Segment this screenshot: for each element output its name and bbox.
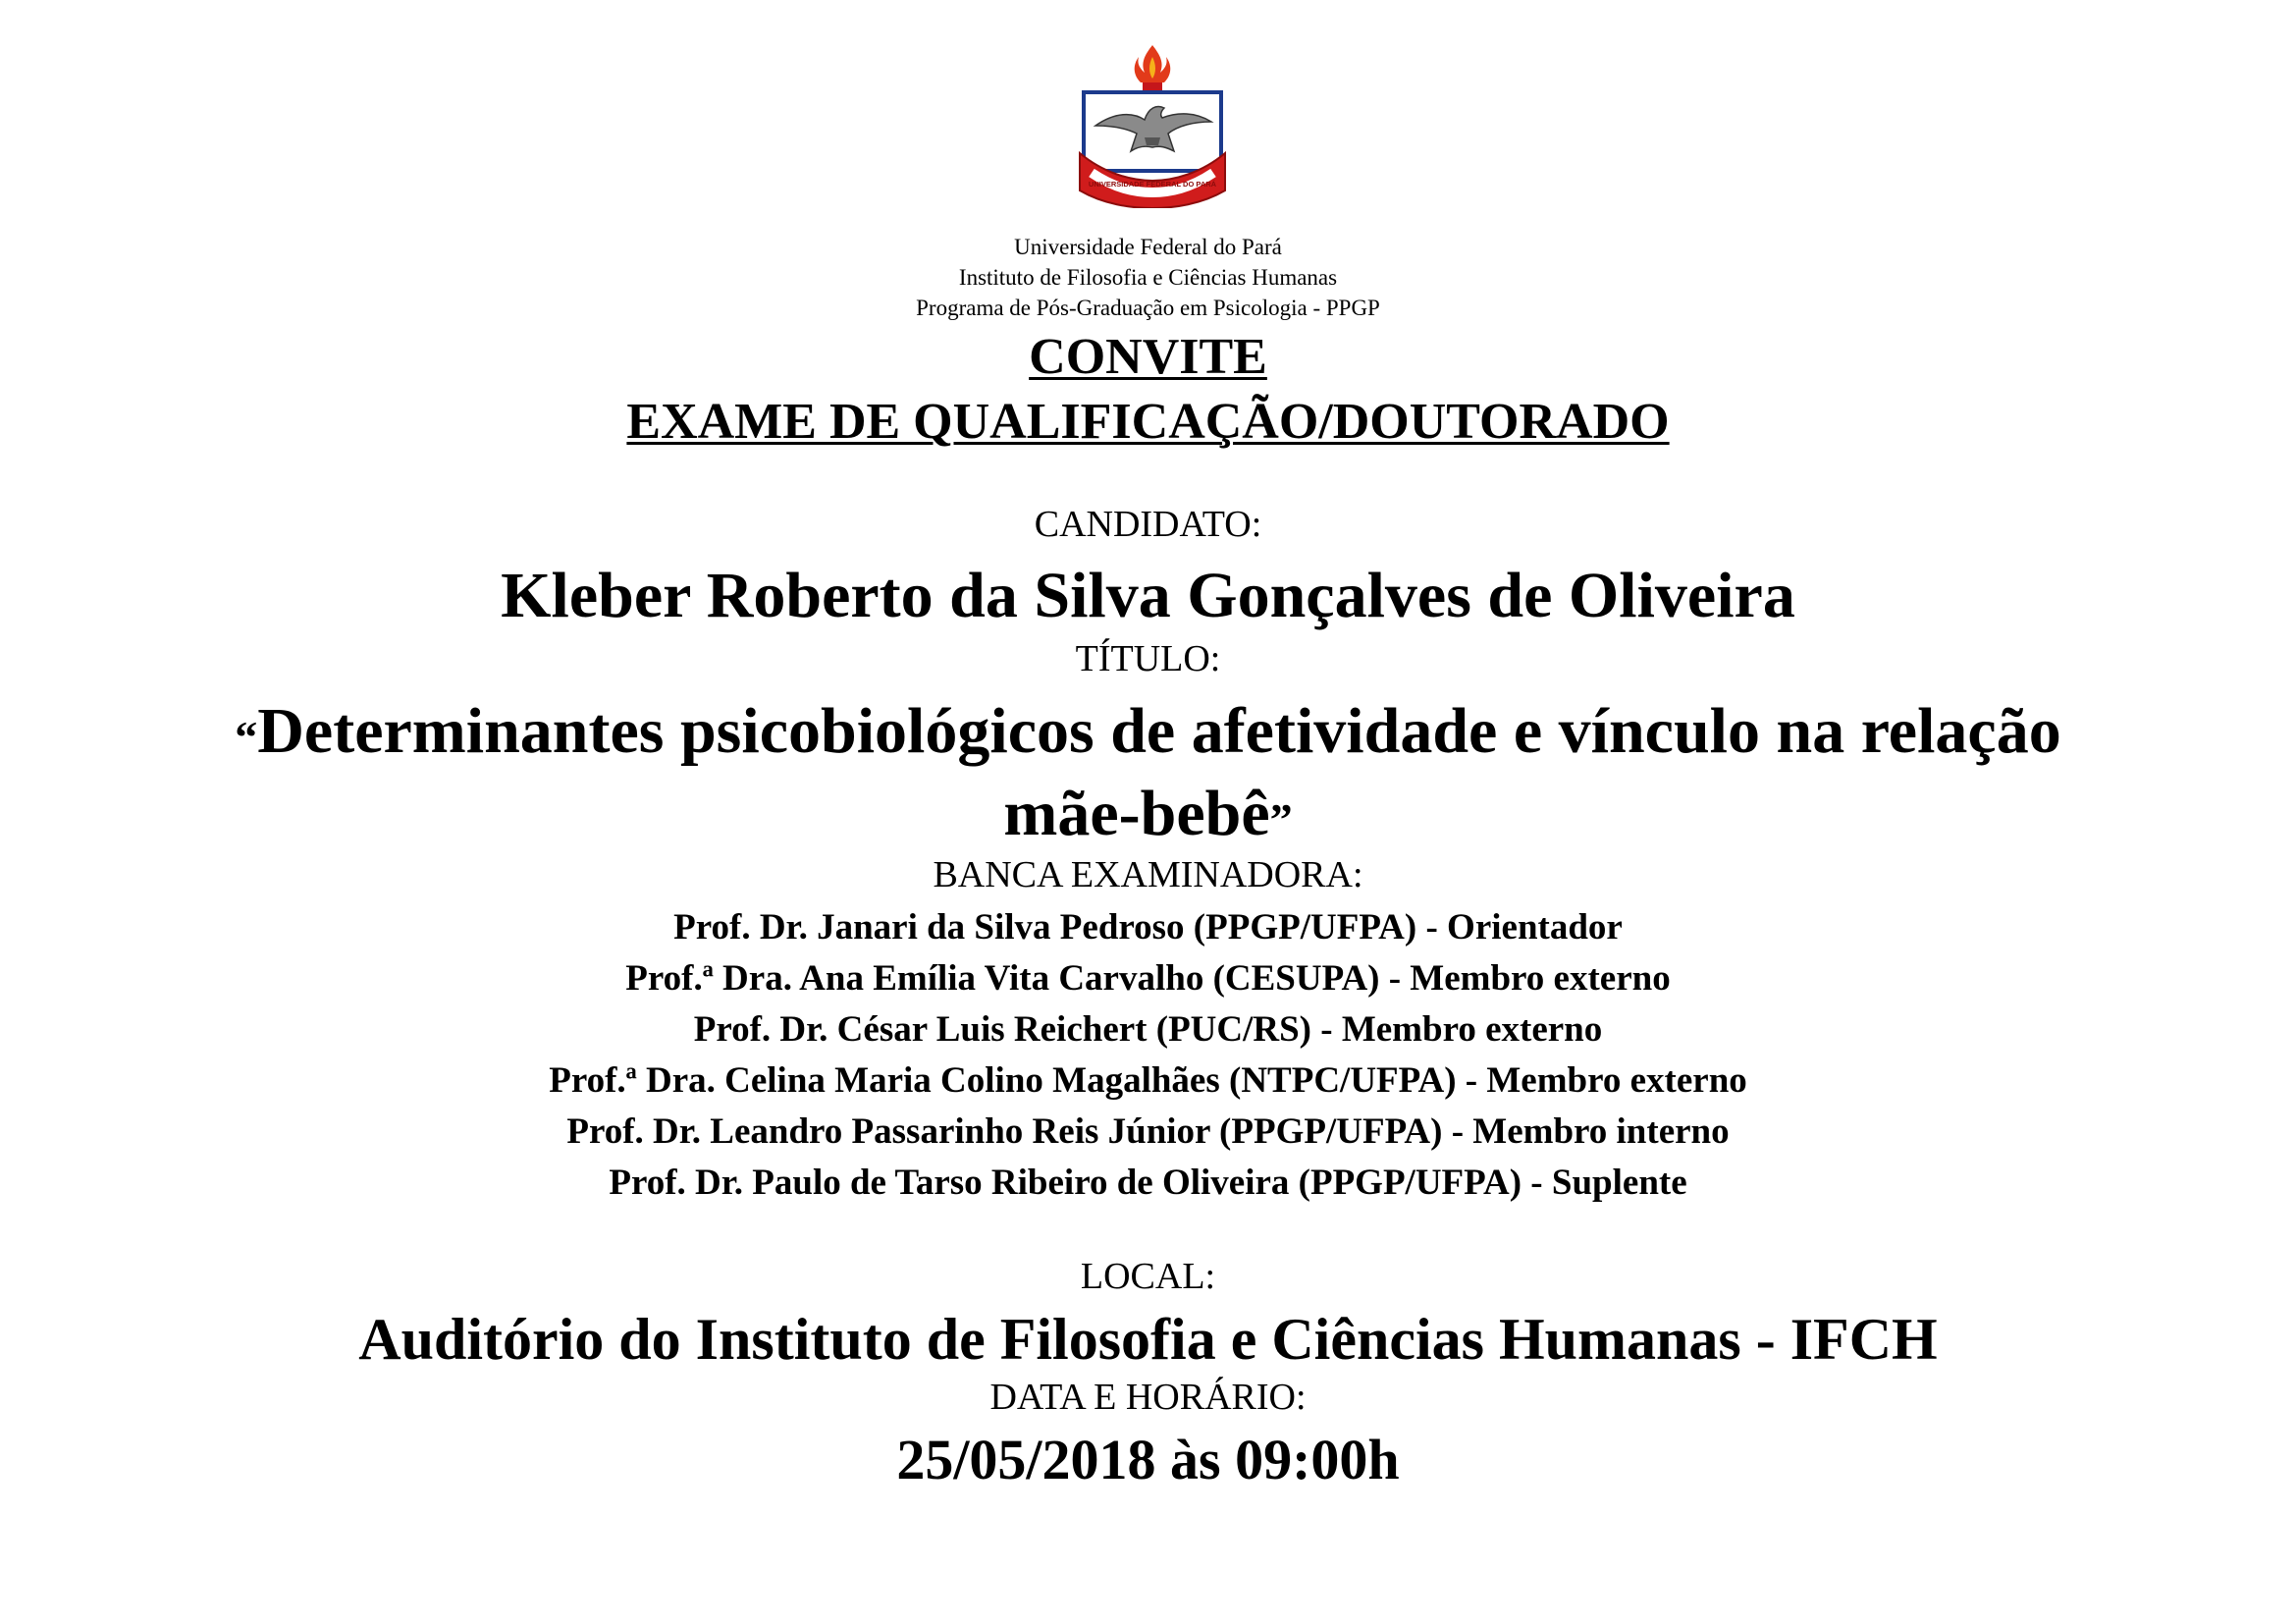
schedule-value: 25/05/2018 às 09:00h [896,1428,1400,1491]
institute-name: Instituto de Filosofia e Ciências Humanas [958,265,1338,290]
committee-member: Prof. Dr. Leandro Passarinho Reis Júnior (PPGP/UFPA) - Membro interno [566,1111,1730,1152]
thesis-title-line2 [0,778,2296,849]
invitation-heading: CONVITE [1029,329,1267,385]
university-seal-icon [1076,43,1229,208]
committee-member: Prof. Dr. Paulo de Tarso Ribeiro de Oliveira (PPGP/UFPA) - Suplente [609,1163,1687,1203]
committee-member: Prof.ª Dra. Ana Emília Vita Carvalho (CESUPA) - Membro externo [625,958,1671,999]
location-value: Auditório do Instituto de Filosofia e Ciências Humanas - IFCH [358,1307,1938,1372]
program-name: Programa de Pós-Graduação em Psicologia - PPGP [916,296,1380,320]
university-name: Universidade Federal do Pará [1014,235,1282,259]
svg-text:UNIVERSIDADE FEDERAL DO PARÁ: UNIVERSIDADE FEDERAL DO PARÁ [1088,180,1217,189]
thesis-title-line1 [0,695,2296,767]
candidate-name: Kleber Roberto da Silva Gonçalves de Oliveira [501,560,1795,631]
candidate-label: CANDIDATO: [1034,504,1262,545]
exam-heading: EXAME DE QUALIFICAÇÃO/DOUTORADO [626,394,1670,450]
schedule-label: DATA E HORÁRIO: [989,1377,1307,1418]
committee-label: BANCA EXAMINADORA: [933,854,1363,895]
close-quote: ” [1269,794,1293,844]
thesis-title-text1: Determinantes psicobiológicos de afetividade e vínculo na relação [257,695,2061,767]
location-label: LOCAL: [1080,1256,1216,1297]
open-quote: “ [235,712,258,762]
title-label: TÍTULO: [1075,638,1221,679]
committee-member: Prof. Dr. Janari da Silva Pedroso (PPGP/UFPA) - Orientador [673,907,1623,947]
thesis-title-text2: mãe-bebê [1003,778,1270,849]
committee-member: Prof.ª Dra. Celina Maria Colino Magalhães (NTPC/UFPA) - Membro externo [549,1060,1747,1101]
committee-member: Prof. Dr. César Luis Reichert (PUC/RS) - Membro externo [693,1009,1603,1050]
